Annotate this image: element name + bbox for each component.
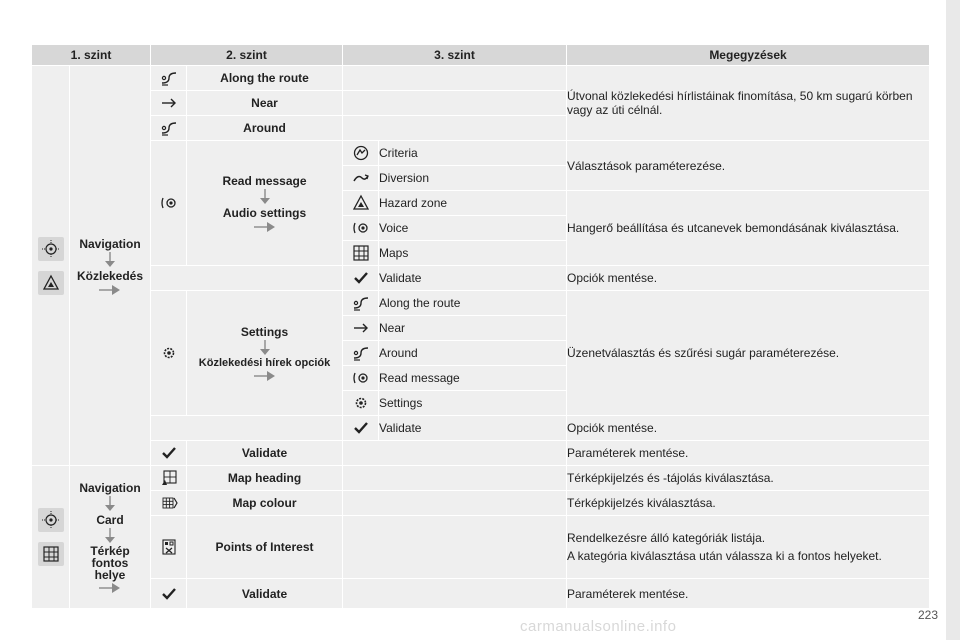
header-level3: 3. szint: [343, 45, 567, 66]
choices-note: Választások paraméterezése.: [567, 141, 930, 191]
section1-level1-icons: [32, 66, 70, 466]
route-curve-icon: [343, 341, 379, 366]
map-grid-icon: [343, 241, 379, 266]
menu-item-diversion[interactable]: Diversion: [379, 166, 567, 191]
read-message-block[interactable]: [187, 141, 343, 266]
section2-level1-icons: [32, 466, 70, 609]
traffic-options-label: Közlekedési hírek opciók: [198, 357, 331, 369]
settings-gear-icon: [151, 291, 187, 416]
routes-note: Útvonal közlekedési hírlistáinak finomítása, 50 km sugarú körben vagy az úti célnál.: [567, 66, 930, 141]
menu-item-validate[interactable]: Validate: [379, 266, 567, 291]
target-crosshair-icon: [38, 508, 64, 532]
save-params-note: Paraméterek mentése.: [567, 579, 930, 609]
navigation-label: Navigation: [79, 481, 141, 495]
message-filter-note: Üzenetválasztás és szűrési sugár paraméterezése.: [567, 291, 930, 416]
traffic-label: Közlekedés: [76, 268, 144, 283]
right-arrow-icon: [99, 583, 121, 593]
poi-icon: [151, 516, 187, 579]
menu-item-settings[interactable]: Settings: [379, 391, 567, 416]
menu-item-points-of-interest[interactable]: Points of Interest: [187, 516, 343, 579]
watermark: carmanualsonline.info: [520, 618, 677, 635]
arrow-right-icon: [343, 316, 379, 341]
menu-item-near[interactable]: Near: [187, 91, 343, 116]
right-arrow-icon: [254, 371, 276, 381]
settings-gear-icon: [343, 391, 379, 416]
map-heading-note: Térképkijelzés és -tájolás kiválasztása.: [567, 466, 930, 491]
menu-item-hazard-zone[interactable]: Hazard zone: [379, 191, 567, 216]
save-options-note: Opciók mentése.: [567, 416, 930, 441]
menu-item-around[interactable]: Around: [379, 341, 567, 366]
read-message-label: Read message: [222, 174, 307, 188]
check-icon: [151, 441, 187, 466]
audio-settings-label: Audio settings: [222, 206, 307, 220]
right-arrow-icon: [99, 285, 121, 295]
menu-item-read-message[interactable]: Read message: [379, 366, 567, 391]
poi-note-line1: Rendelkezésre álló kategóriák listája.: [567, 531, 766, 545]
menu-item-map-heading[interactable]: Map heading: [187, 466, 343, 491]
check-icon: [343, 266, 379, 291]
section1-level2: [70, 66, 151, 466]
header-row: [32, 45, 930, 66]
check-icon: [343, 416, 379, 441]
menu-item-validate[interactable]: Validate: [187, 441, 343, 466]
menu-item-around[interactable]: Around: [187, 116, 343, 141]
page-number: 223: [917, 608, 938, 622]
route-curve-icon: [151, 66, 187, 91]
map-heading-icon: [151, 466, 187, 491]
save-options-note: Opciók mentése.: [567, 266, 930, 291]
page-edge-strip: [946, 0, 960, 640]
speech-icon: [343, 366, 379, 391]
volume-note: Hangerő beállítása és utcanevek bemondásának kiválasztása.: [567, 191, 930, 266]
poi-note: [567, 516, 930, 579]
poi-note-line2: A kategória kiválasztása után válassza ki a fontos helyeket.: [567, 549, 882, 563]
criteria-icon: [343, 141, 379, 166]
header-notes: Megegyzések: [567, 45, 930, 66]
settings-label: Settings: [240, 325, 289, 339]
route-curve-icon: [343, 291, 379, 316]
menu-item-validate[interactable]: Validate: [379, 416, 567, 441]
check-icon: [151, 579, 187, 609]
header-level1: 1. szint: [32, 45, 151, 66]
menu-item-map-colour[interactable]: Map colour: [187, 491, 343, 516]
card-label: Card: [96, 513, 124, 527]
menu-item-near[interactable]: Near: [379, 316, 567, 341]
down-arrow-icon: [258, 340, 272, 356]
target-crosshair-icon: [38, 237, 64, 261]
arrow-right-icon: [151, 91, 187, 116]
header-level2: 2. szint: [151, 45, 343, 66]
down-arrow-icon: [103, 252, 117, 268]
route-curve-icon: [151, 116, 187, 141]
navigation-label: Navigation: [79, 236, 141, 251]
map-colour-note: Térképkijelzés kiválasztása.: [567, 491, 930, 516]
menu-item-maps[interactable]: Maps: [379, 241, 567, 266]
map-colour-icon: [151, 491, 187, 516]
section2-level2: [70, 466, 151, 609]
hazard-icon: [343, 191, 379, 216]
down-arrow-icon: [258, 189, 272, 205]
down-arrow-icon: [103, 528, 117, 544]
poi-map-label: Térkép fontos helye: [90, 544, 130, 582]
speech-icon: [343, 216, 379, 241]
menu-item-voice[interactable]: Voice: [379, 216, 567, 241]
diversion-icon: [343, 166, 379, 191]
down-arrow-icon: [103, 496, 117, 512]
save-params-note: Paraméterek mentése.: [567, 441, 930, 466]
menu-item-along-route[interactable]: Along the route: [187, 66, 343, 91]
map-grid-icon: [38, 542, 64, 566]
settings-block[interactable]: [187, 291, 343, 416]
menu-item-along-route[interactable]: Along the route: [379, 291, 567, 316]
menu-item-criteria[interactable]: Criteria: [379, 141, 567, 166]
right-arrow-icon: [254, 222, 276, 232]
menu-table: [31, 44, 930, 609]
menu-item-validate[interactable]: Validate: [187, 579, 343, 609]
speech-icon: [151, 141, 187, 266]
traffic-warning-icon: [38, 271, 64, 295]
